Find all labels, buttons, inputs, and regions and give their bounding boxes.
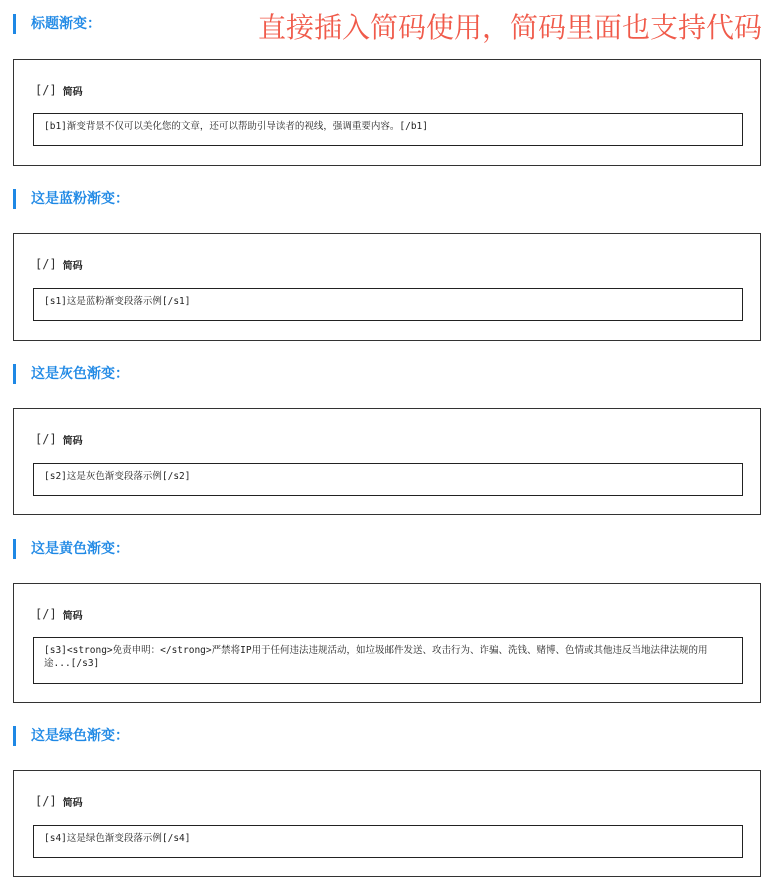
- section-heading: [0, 539, 768, 559]
- section-heading-text: 这是蓝粉渐变：: [31, 191, 129, 207]
- promo-banner-text: 直接插入简码使用，简码里面也支持代码: [257, 11, 762, 44]
- code-icon: [/]: [35, 83, 57, 97]
- shortcode-box-header: [35, 793, 83, 809]
- section-heading: [0, 14, 768, 34]
- shortcode-code-field[interactable]: [s1]这是蓝粉渐变段落示例[/s1]: [33, 288, 743, 321]
- code-icon: [/]: [35, 794, 57, 808]
- shortcode-box: [13, 59, 761, 166]
- shortcode-box: [13, 408, 761, 515]
- heading-accent-bar: [13, 726, 16, 746]
- shortcode-box: [13, 770, 761, 877]
- section-green-gradient: [0, 726, 768, 844]
- section-heading-text: 这是黄色渐变：: [31, 541, 129, 557]
- section-heading: [0, 364, 768, 384]
- shortcode-box-title: 简码: [62, 260, 83, 272]
- shortcode-code-field[interactable]: [s4]这是绿色渐变段落示例[/s4]: [33, 825, 743, 858]
- shortcode-box-header: [35, 431, 83, 447]
- code-icon: [/]: [35, 432, 57, 446]
- section-gray-gradient: [0, 364, 768, 482]
- heading-accent-bar: [13, 364, 16, 384]
- shortcode-box-title: 简码: [62, 86, 83, 98]
- section-heading: [0, 726, 768, 746]
- shortcode-box: [13, 233, 761, 341]
- section-title-gradient: [0, 14, 768, 132]
- heading-accent-bar: [13, 14, 16, 34]
- shortcode-box-header: [35, 256, 83, 272]
- shortcode-code-field[interactable]: [s3]<strong>免责申明：</strong>严禁将IP用于任何违法违规活动，如垃圾邮件发送、攻击行为、诈骗、洗钱、赌博、色情或其他违反当地法律法规的用途...[/s3]: [33, 637, 743, 684]
- section-heading-text: 标题渐变：: [31, 16, 101, 32]
- shortcode-code-field[interactable]: [s2]这是灰色渐变段落示例[/s2]: [33, 463, 743, 496]
- section-yellow-gradient: [0, 539, 768, 669]
- shortcode-box-header: [35, 606, 83, 622]
- heading-accent-bar: [13, 189, 16, 209]
- code-icon: [/]: [35, 257, 57, 271]
- shortcode-box: [13, 583, 761, 703]
- code-icon: [/]: [35, 607, 57, 621]
- section-heading: [0, 189, 768, 209]
- shortcode-code-field[interactable]: [b1]渐变背景不仅可以美化您的文章，还可以帮助引导读者的视线，强调重要内容。[/b1]: [33, 113, 743, 146]
- shortcode-box-title: 简码: [62, 610, 83, 622]
- section-heading-text: 这是绿色渐变：: [31, 728, 129, 744]
- section-blue-pink-gradient: [0, 189, 768, 307]
- shortcode-box-title: 简码: [62, 797, 83, 809]
- shortcode-box-title: 简码: [62, 435, 83, 447]
- shortcode-box-header: [35, 82, 83, 98]
- section-heading-text: 这是灰色渐变：: [31, 366, 129, 382]
- heading-accent-bar: [13, 539, 16, 559]
